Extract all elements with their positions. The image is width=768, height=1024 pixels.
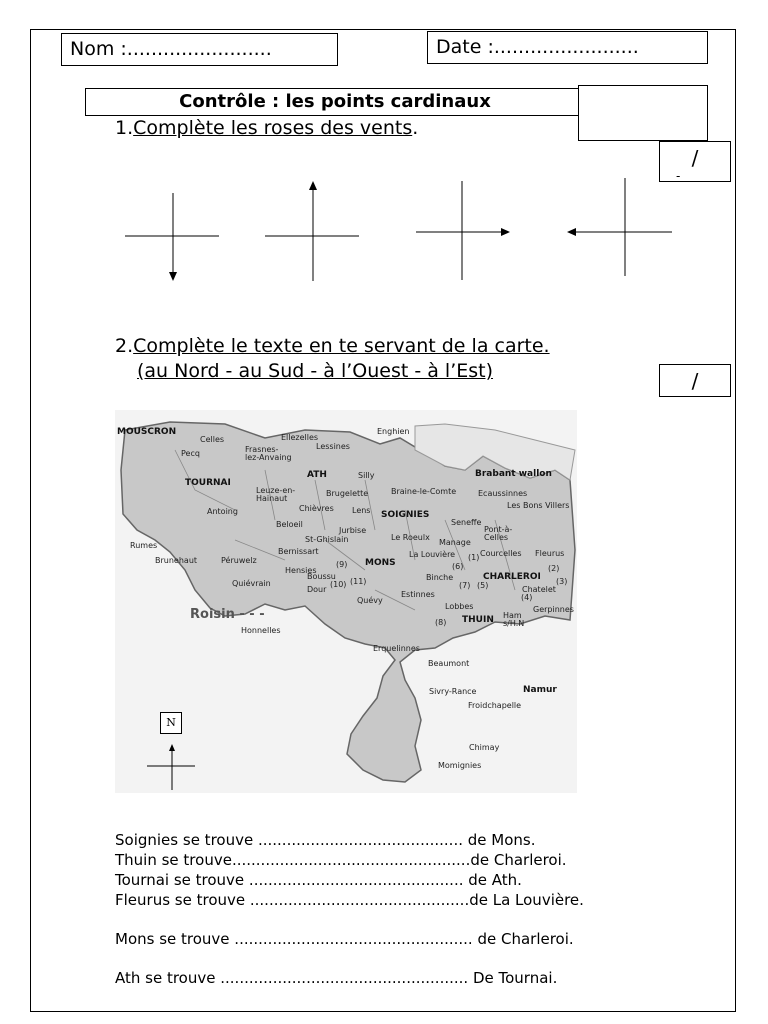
- question-1-number: 1.: [115, 117, 134, 139]
- question-2-hint: [137, 360, 493, 382]
- score-slash-1: /: [691, 146, 699, 170]
- question-1: [115, 117, 418, 139]
- svg-text:(8): (8): [435, 618, 447, 627]
- svg-text:Hainaut: Hainaut: [256, 494, 288, 503]
- svg-text:Celles: Celles: [200, 435, 225, 444]
- question-1-text: Complète les roses des vents: [133, 117, 413, 139]
- svg-text:Dour: Dour: [307, 585, 327, 594]
- svg-text:(9): (9): [336, 560, 348, 569]
- svg-text:Bernissart: Bernissart: [278, 547, 319, 556]
- svg-text:Namur: Namur: [523, 685, 557, 695]
- svg-text:Frasnes-: Frasnes-: [245, 445, 279, 454]
- wind-rose-1: [120, 185, 230, 285]
- svg-text:Chatelet: Chatelet: [522, 585, 556, 594]
- svg-text:(1): (1): [468, 553, 480, 562]
- svg-text:Les Bons Villers: Les Bons Villers: [507, 501, 570, 510]
- svg-text:CHARLEROI: CHARLEROI: [483, 572, 541, 582]
- svg-text:MONS: MONS: [365, 558, 396, 568]
- svg-text:Lessines: Lessines: [316, 442, 350, 451]
- svg-text:Enghien: Enghien: [377, 427, 410, 436]
- svg-text:Brugelette: Brugelette: [326, 489, 369, 498]
- svg-text:(11): (11): [350, 577, 367, 586]
- svg-text:Chimay: Chimay: [469, 743, 500, 752]
- svg-text:Hensies: Hensies: [285, 566, 317, 575]
- svg-text:Lobbes: Lobbes: [445, 602, 474, 611]
- svg-text:Péruwelz: Péruwelz: [221, 556, 257, 565]
- wind-rose-4: [562, 175, 677, 285]
- question-2-number: 2.: [115, 335, 134, 357]
- sentence-2: Thuin se trouve..................................................de Charleroi.: [115, 851, 567, 869]
- svg-text:(4): (4): [521, 593, 533, 602]
- svg-text:La Louvière: La Louvière: [409, 550, 456, 559]
- svg-text:Brunehaut: Brunehaut: [155, 556, 198, 565]
- svg-text:Braine-le-Comte: Braine-le-Comte: [391, 487, 457, 496]
- question-2-hint-text: (au Nord - au Sud - à l’Ouest - à l’Est): [137, 360, 494, 382]
- svg-text:Celles: Celles: [484, 533, 509, 542]
- svg-text:(3): (3): [556, 577, 568, 586]
- svg-text:(10): (10): [330, 580, 347, 589]
- svg-text:SOIGNIES: SOIGNIES: [381, 510, 430, 520]
- sentence-3: Tournai se trouve ............................................. de Ath.: [115, 871, 522, 889]
- svg-text:TOURNAI: TOURNAI: [185, 478, 231, 488]
- svg-text:Binche: Binche: [426, 573, 454, 582]
- wind-rose-2: [260, 178, 370, 288]
- svg-text:Gerpinnes: Gerpinnes: [533, 605, 574, 614]
- svg-text:Lens: Lens: [352, 506, 371, 515]
- svg-text:Pont-à-: Pont-à-: [484, 525, 513, 534]
- svg-text:Erquelinnes: Erquelinnes: [373, 644, 420, 653]
- svg-text:(5): (5): [477, 581, 489, 590]
- svg-text:Ellezelles: Ellezelles: [281, 433, 319, 442]
- sentence-6: Ath se trouve .................................................... De Tournai.: [115, 969, 558, 987]
- svg-text:Seneffe: Seneffe: [451, 518, 482, 527]
- wind-rose-3: [412, 178, 522, 288]
- svg-text:Quiévrain: Quiévrain: [232, 579, 271, 588]
- svg-text:ATH: ATH: [307, 470, 327, 480]
- svg-text:Silly: Silly: [358, 471, 375, 480]
- svg-text:lez-Anvaing: lez-Anvaing: [245, 453, 292, 462]
- map-drawing: [115, 410, 577, 793]
- svg-text:Sivry-Rance: Sivry-Rance: [429, 687, 477, 696]
- sentence-1: Soignies se trouve ........................................... de Mons.: [115, 831, 536, 849]
- svg-text:Jurbise: Jurbise: [339, 526, 367, 535]
- svg-text:Rumes: Rumes: [130, 541, 158, 550]
- svg-text:THUIN: THUIN: [462, 615, 494, 625]
- svg-text:(6): (6): [452, 562, 464, 571]
- svg-text:Antoing: Antoing: [207, 507, 238, 516]
- svg-text:Beloeil: Beloeil: [276, 520, 303, 529]
- score-box-2: [659, 364, 731, 397]
- svg-text:(7): (7): [459, 581, 471, 590]
- svg-text:St-Ghislain: St-Ghislain: [305, 535, 349, 544]
- hainaut-map: [115, 410, 577, 793]
- svg-text:Boussu: Boussu: [307, 572, 336, 581]
- svg-text:Pecq: Pecq: [181, 449, 200, 458]
- question-1-suffix: .: [412, 117, 419, 139]
- svg-text:Roisin - - -: Roisin - - -: [190, 607, 265, 622]
- svg-text:Froidchapelle: Froidchapelle: [468, 701, 522, 710]
- score-slash-2: /: [691, 369, 699, 393]
- svg-text:Chièvres: Chièvres: [299, 504, 334, 513]
- svg-text:Courcelles: Courcelles: [480, 549, 522, 558]
- sentence-5: Mons se trouve .................................................. de Charleroi.: [115, 930, 574, 948]
- map-label-mouscron: MOUSCRON: [117, 427, 177, 437]
- date-field[interactable]: Date :........................: [427, 31, 708, 64]
- question-2-text: Complète le texte en te servant de la carte.: [133, 335, 550, 357]
- question-2: [115, 335, 550, 357]
- page-title: Contrôle : les points cardinaux: [85, 88, 585, 116]
- svg-text:Fleurus: Fleurus: [535, 549, 565, 558]
- svg-text:Ham: Ham: [503, 611, 522, 620]
- svg-text:Le Roeulx: Le Roeulx: [391, 533, 430, 542]
- svg-text:Honnelles: Honnelles: [241, 626, 281, 635]
- svg-text:Quévy: Quévy: [357, 596, 383, 605]
- svg-text:Manage: Manage: [439, 538, 471, 547]
- svg-text:Estinnes: Estinnes: [401, 590, 435, 599]
- svg-text:Beaumont: Beaumont: [428, 659, 470, 668]
- svg-text:Momignies: Momignies: [438, 761, 482, 770]
- svg-text:Brabant wallon: Brabant wallon: [475, 469, 552, 479]
- svg-text:Ecaussinnes: Ecaussinnes: [478, 489, 528, 498]
- svg-text:(2): (2): [548, 564, 560, 573]
- map-compass-icon: [145, 742, 197, 792]
- svg-text:s/H.N: s/H.N: [503, 619, 525, 628]
- grade-box: [578, 85, 708, 141]
- score-mark-1: -: [676, 169, 681, 183]
- north-label-box: N: [160, 712, 182, 734]
- name-field[interactable]: Nom :........................: [61, 33, 338, 66]
- svg-text:Leuze-en-: Leuze-en-: [256, 486, 296, 495]
- sentence-4: Fleurus se trouve ..............................................de La Louvière.: [115, 891, 584, 909]
